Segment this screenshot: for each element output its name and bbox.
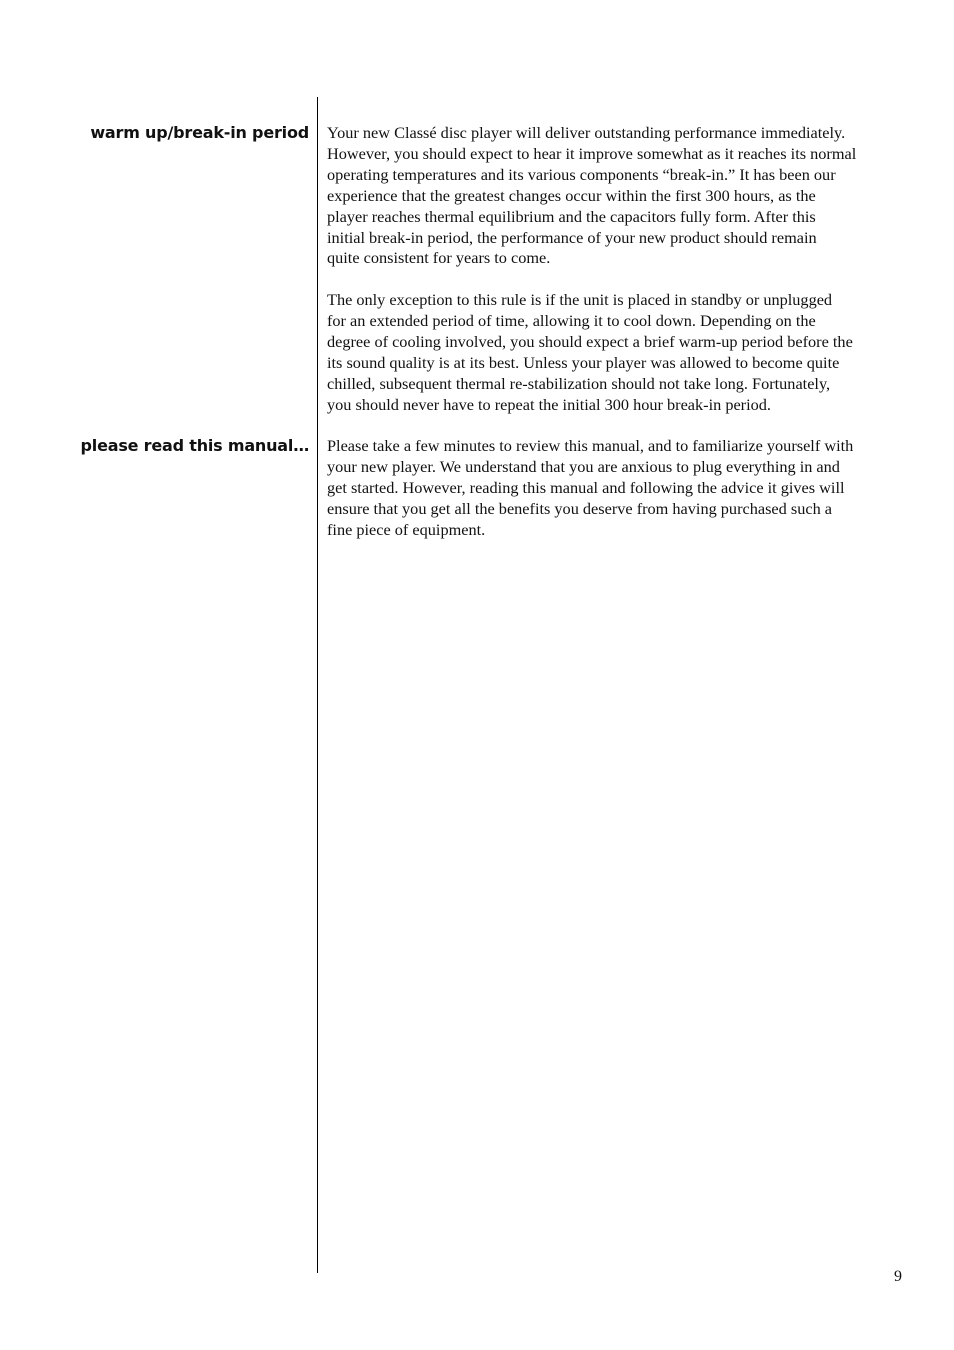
text-line: Please take a few minutes to review this manual, and to familiarize yourself with bbox=[327, 436, 854, 455]
text-line: get started. However, reading this manual and following the advice it gives will bbox=[327, 477, 845, 497]
text-line: player reaches thermal equilibrium and the capacitors fully form. After this bbox=[327, 206, 816, 226]
text-line: quite consistent for years to come. bbox=[327, 248, 551, 268]
section-heading-warm-up: warm up/break-in period bbox=[90, 123, 309, 142]
text-line: initial break-in period, the performance of your new product should remain bbox=[327, 227, 817, 247]
text-line: chilled, subsequent thermal re-stabilization should not take long. Fortunately, bbox=[327, 373, 831, 393]
section-heading-read-manual: please read this manual… bbox=[80, 436, 309, 455]
text-line: its sound quality is at its best. Unless your player was allowed to become quite bbox=[327, 352, 840, 372]
text-line: ensure that you get all the benefits you deserve from having purchased such a bbox=[327, 498, 833, 518]
paragraph-read-manual bbox=[327, 436, 887, 541]
paragraph-warm-up-2 bbox=[327, 290, 887, 415]
text-line: fine piece of equipment. bbox=[327, 519, 486, 539]
text-line: your new player. We understand that you are anxious to plug everything in and bbox=[327, 456, 840, 476]
text-line: However, you should expect to hear it improve somewhat as it reaches its normal bbox=[327, 143, 857, 163]
text-line: Your new Classé disc player will deliver outstanding performance immediately. bbox=[327, 123, 846, 142]
text-line: you should never have to repeat the initial 300 hour break-in period. bbox=[327, 394, 771, 414]
text-line: The only exception to this rule is if the unit is placed in standby or unplugged bbox=[327, 290, 833, 309]
text-line: operating temperatures and its various components “break-in.” It has been our bbox=[327, 164, 836, 184]
text-line: degree of cooling involved, you should expect a brief warm-up period before the bbox=[327, 331, 853, 351]
text-line: experience that the greatest changes occur within the first 300 hours, as the bbox=[327, 185, 816, 205]
page-number: 9 bbox=[894, 1268, 902, 1285]
text-line: for an extended period of time, allowing it to cool down. Depending on the bbox=[327, 310, 816, 330]
paragraph-warm-up-1 bbox=[327, 123, 887, 269]
column-divider bbox=[317, 97, 318, 1273]
